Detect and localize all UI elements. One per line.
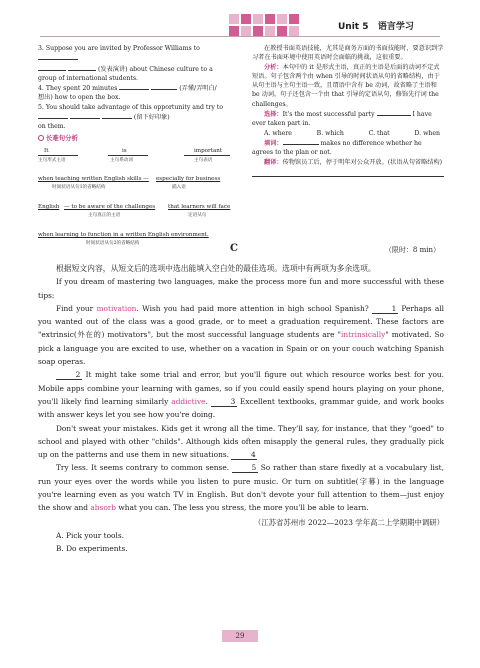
long-sentence-heading: 长难句分析 <box>38 134 234 143</box>
header-decoration <box>229 14 307 36</box>
header-rule <box>40 36 440 37</box>
parenthesis: especially for business <box>156 175 221 182</box>
when-clause-1: when teaching written English skills — <box>38 175 149 182</box>
source-citation: （江苏省苏州市 2022—2023 学年高二上学期期中调研） <box>253 517 444 527</box>
answer-blank[interactable] <box>283 138 319 145</box>
question-5: 5. You should take advantage of this opportunity and try to (留下好印象) on them. <box>38 103 224 131</box>
select-options <box>252 129 444 138</box>
option-b[interactable]: B. Do experiments. <box>56 544 128 554</box>
keyword-addictive: addictive <box>171 396 206 406</box>
unit-label: Unit 5 <box>338 22 369 32</box>
predicative: important <box>194 147 223 154</box>
keyword-absorb: absorb <box>90 503 117 513</box>
unit-title <box>338 19 414 32</box>
paragraph-2: Find your motivation. Wish you had paid more attention in high school Spanish? 1 Perhaps all you wanted out of the class was a good grade, or to meet a graduation requirement. These factors are "extrinsic(外在的) motivators", but the most successful language students are "intrinsically" motivated. So pick a language you are excited to use, whether on a vacation in Spain or on your couch watching Spanish soap operas. <box>38 303 444 367</box>
instructions: 根据短文内容，从短文后的选项中选出能填入空白处的最佳选项。选项中有两项为多余选项。 <box>56 264 376 273</box>
section-label: C <box>230 243 238 254</box>
blank-3[interactable]: 3 <box>211 397 237 407</box>
select-exercise: 选择：It's the most successful party I have ever taken part in. <box>252 111 432 128</box>
blank-4[interactable]: 4 <box>231 450 257 460</box>
question-3: 3. Suppose you are invited by Professor Williams to (发表演讲) about Chinese culture to a group of international students. <box>38 45 213 82</box>
blank-5[interactable]: 5 <box>232 463 258 473</box>
answer-blank[interactable] <box>70 112 100 119</box>
answer-blank[interactable] <box>38 64 66 71</box>
verb-is: is <box>122 147 127 154</box>
when-clause-2: when learning to function in a written English environment. <box>38 231 209 238</box>
right-column <box>252 44 444 177</box>
sentence-analysis: It is important 主句形式主语 主句系动词 主句表语 when teaching written English skills — especially for business 时间状语从句1的省略结构 插入语 English — to be aware of the challenges that learners will face 主句真正的主语 定语从句 when learning to function in a written English environment. 时间状语从句2的省略结构 <box>38 147 231 246</box>
attributive-clause: that learners will face <box>168 203 231 210</box>
english-word: English <box>38 203 60 210</box>
paragraph-1: If you dream of mastering two languages, make the process more fun and more successful with these tips: <box>38 277 444 300</box>
paragraph-4: Don't sweat your mistakes. Kids get it wrong all the time. They'll say, for instance, that they "goed" to school and played with other "childs". Although kids often misapply the general rules, they gradually pick up on the patterns and use them in new situations. 4 <box>38 423 444 460</box>
question-4: 4. They spent 20 minutes (弄懂/弄明白/ 想出) how to open the box. <box>38 85 217 102</box>
unit-topic: 语言学习 <box>377 22 414 32</box>
translate-exercise: 翻译：传物馆员工后，停于明年对公众开放。(状语从句省略结构) <box>264 158 443 166</box>
blank-1[interactable]: 1 <box>372 304 398 314</box>
option-a[interactable]: A. where <box>264 129 292 137</box>
page-number: 29 <box>222 630 258 642</box>
option-d[interactable]: D. when <box>414 129 440 137</box>
sentence-translation: 在教授书面英语技能，尤其是商务方面的书面技能时，要意识到学习者在书面环境中使用英语时会面临的挑战，这很重要。 <box>252 45 444 62</box>
bullet-icon <box>38 135 44 141</box>
answer-blank[interactable] <box>38 53 78 60</box>
option-c[interactable]: C. that <box>368 129 390 137</box>
answer-blank[interactable] <box>151 83 177 90</box>
paragraph-3: 2 It might take some trial and error, but you'll figure out which resource works best for you. Mobile apps combine your learning with games, so if you could easily spend hours playing on your phone, you'll likely find learning similarly addictive. 3 Excellent textbooks, grammar guide, and work books with answer keys let you see how you're doing. <box>38 370 445 420</box>
analysis-note: 分析：本句中的 it 是形式主语，真正的主语是后面的动词不定式短语。句子包含两个由 when 引导的时间状语从句的省略结构，由于从句主语与主句主语一致，且谓语中含有 be 动词，故省略了主语和 be 动词。句子还包含一个由 that 引导的定语从句，修饰先行词 the challenges。 <box>252 63 440 108</box>
option-a[interactable]: A. Pick your tools. <box>56 530 124 540</box>
answer-blank[interactable] <box>377 109 411 116</box>
answer-blank[interactable] <box>38 112 68 119</box>
time-limit: （限时：8 min） <box>384 246 440 254</box>
answer-blank[interactable] <box>102 112 132 119</box>
answer-line[interactable] <box>252 168 444 177</box>
subject-it: It <box>44 147 49 154</box>
keyword-motivation: motivation <box>96 303 137 313</box>
left-column <box>38 44 234 259</box>
reading-passage <box>38 262 444 556</box>
option-b[interactable]: B. which <box>316 129 344 137</box>
blank-2[interactable]: 2 <box>56 370 82 380</box>
keyword-intrinsically: intrinsically <box>340 330 386 340</box>
answer-blank[interactable] <box>119 83 149 90</box>
answer-blank[interactable] <box>68 64 96 71</box>
real-subject: — to be aware of the challenges <box>64 203 156 210</box>
paragraph-5: Try less. It seems contrary to common sense. 5 So rather than stare fixedly at a vocabulary list, run your eyes over the words while you listen to pure music. Or turn on subtitle(字幕) in the language you're learning even as you watch TV in English. But don't devote your full attention to them—just enjoy the show and absorb what you can. The less you stress, the more you'll be able to learn. <box>38 463 444 513</box>
fill-exercise: 填词： makes no difference whether he agrees to the plan or not. <box>252 139 422 157</box>
